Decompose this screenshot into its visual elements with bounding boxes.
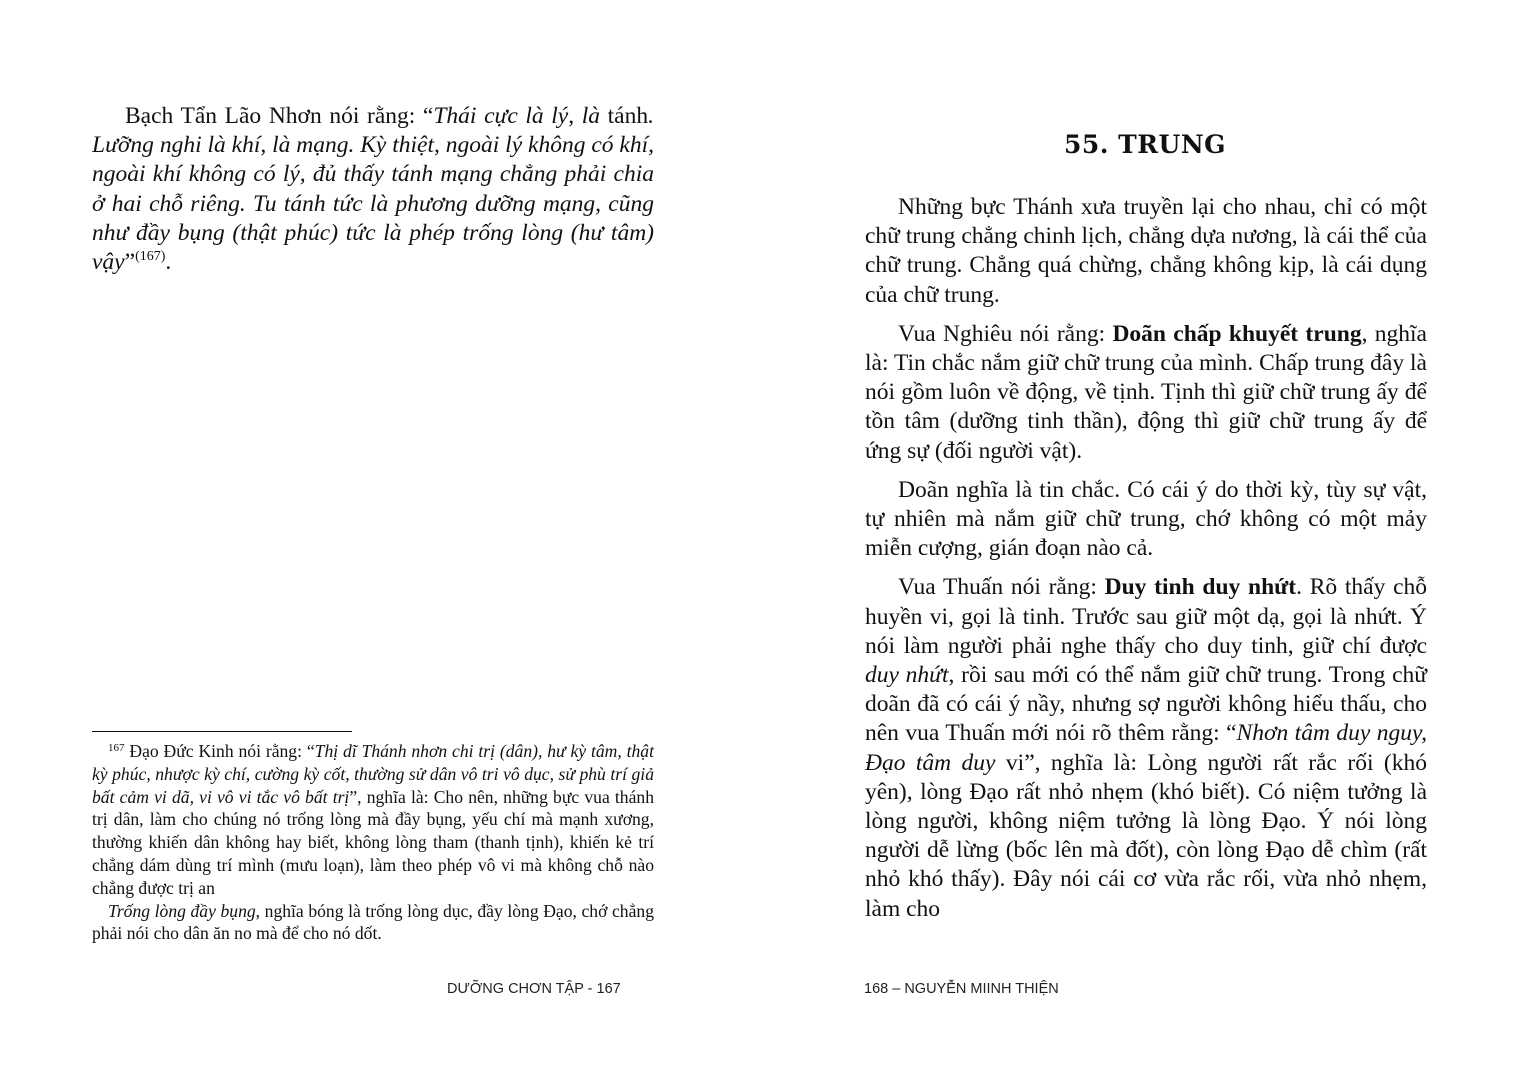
footnote-number: 167 [108, 742, 125, 754]
right-text-column [865, 193, 1427, 934]
paragraph-text: , nghĩa là: Tin chắc nắm giữ chữ trung của mình. Chấp trung đây là nói gồm luôn về động, về tịnh. Tịnh thì giữ chữ trung ấy để tồn tâm (dưỡng tinh thần), động thì giữ chữ trung ấy để ứng sự (đối người vật). [865, 320, 1427, 464]
paragraph-text: . [165, 249, 172, 276]
paragraph-text: . Rõ thấy chỗ huyền vi, gọi là tinh. Trước sau giữ một dạ, gọi là nhứt. Ý nói làm người phải nghe thấy cho duy tinh, giữ chí được [865, 574, 1427, 659]
quote-italic: . Lưỡng nghi là khí, là mạng. Kỳ thiệt, ngoài lý không có khí, ngoài khí không có lý, đủ thấy tánh mạng chẳng phải chia ở hai chỗ riêng. Tu tánh tức là phương dưỡng mạng, cũng như đầy bụng (thật phúc) tức là phép trống lòng (hư tâm) vậy [92, 103, 654, 276]
paragraph-text: , rồi sau mới có thể nắm giữ chữ trung. Trong chữ doãn đã có cái ý nầy, nhưng sợ người không hiểu thấu, cho nên vua Thuấn mới nói rõ thêm rằng: “ [865, 662, 1427, 747]
page-footer: DƯỠNG CHƠN TẬP - 167 [447, 981, 621, 997]
footnote-divider [92, 731, 352, 732]
paragraph-text: vi”, nghĩa là: Lòng người rất rắc rối (khó yên), lòng Đạo rất nhỏ nhẹm (khó biết). Có niệm tưởng là lòng người, không niệm tưởng là lòng Đạo. Ý nói lòng người dễ lừng (bốc lên mà đốt), còn lòng Đạo dễ chìm (rất nhỏ khó thấy). Đây nói cái cơ vừa rắc rối, vừa nhỏ nhẹm, làm cho [865, 749, 1428, 922]
body-paragraph [865, 320, 1427, 466]
footnote-text: Đạo Đức Kinh nói rằng: “ [124, 741, 315, 761]
footnote-paragraph [92, 900, 654, 946]
chapter-title: 55. TRUNG [1063, 130, 1227, 159]
right-page [760, 0, 1520, 1076]
bold-phrase: Duy tinh duy nhứt [1104, 574, 1297, 601]
paragraph-text: Vua Nghiêu nói rằng: [898, 320, 1113, 347]
body-paragraph: Những bực Thánh xưa truyền lại cho nhau, chỉ có một chữ trung chẳng chinh lịch, chẳng dựa nương, là cái thể của chữ trung. Chẳng quá chừng, chẳng không kịp, là cái dụng của chữ trung. [865, 194, 1427, 308]
footnote-italic: Thị dĩ Thánh nhơn chi trị (dân), hư kỳ tâm, thật kỳ phúc, nhược kỳ chí, cường kỳ cốt, thường sử dân vô tri vô dục, sử phù trí giả bất cảm vi dã, vi vô vi tắc vô bất trị [92, 741, 654, 807]
bold-phrase: Doãn chấp khuyết trung [1112, 320, 1362, 347]
footnote-text: , nghĩa bóng là trống lòng dục, đầy lòng Đạo, chớ chẳng phải nói cho dân ăn no mà để cho nó dốt. [92, 900, 654, 944]
body-paragraph: Doãn nghĩa là tin chắc. Có cái ý do thời kỳ, tùy sự vật, tự nhiên mà nắm giữ chữ trung, chớ không có một mảy miễn cượng, gián đoạn nào cả. [865, 476, 1427, 562]
footnote-paragraph [92, 740, 654, 900]
page-header: 168 – NGUYỄN MIINH THIỆN [864, 981, 1059, 997]
footnote-text: ”, nghĩa là: Cho nên, những bực vua thánh trị dân, làm cho chúng nó trống lòng mà đầy bụng, yếu chí mà mạnh xương, thường khiến dân không hay biết, không lòng tham (thanh tịnh), khiến kẻ trí chẳng dám dùng trí mình (mưu loạn), làm theo phép vô vi mà không chỗ nào chẳng được trị an [92, 786, 654, 898]
body-paragraph [92, 102, 654, 277]
footnote [92, 740, 654, 945]
footnote-italic: Trống lòng đầy bụng [108, 900, 256, 921]
paragraph-text: ” [124, 249, 136, 276]
italic-phrase: duy nhứt [865, 662, 949, 689]
paragraph-text: Vua Thuấn nói rằng: [898, 574, 1105, 601]
paragraph-text: tánh [607, 103, 649, 129]
paragraph-text: Bạch Tẩn Lão Nhơn nói rằng: “ [125, 103, 434, 129]
body-paragraph [865, 573, 1427, 923]
footnote-reference: (167) [135, 249, 166, 265]
quote-italic: Thái cực là lý, là [433, 103, 608, 129]
italic-phrase: Nhơn tâm duy nguy, Đạo tâm duy [865, 720, 1428, 776]
